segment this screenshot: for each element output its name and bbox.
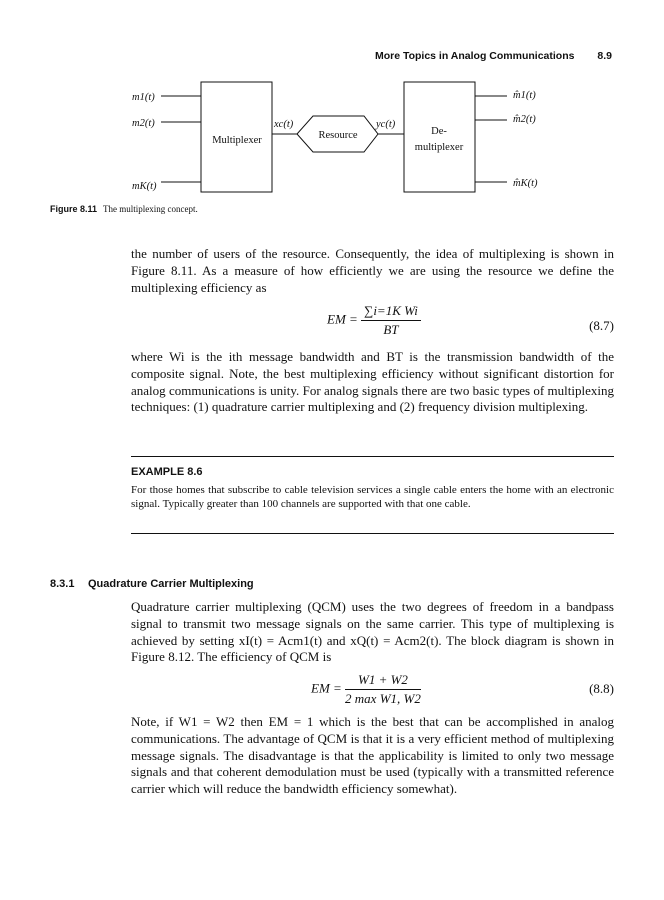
paragraph-3: Quadrature carrier multiplexing (QCM) uses the two degrees of freedom in a bandpass signal to transmit two message signals on the same carrier. This type of multiplexing is achieved by setting xI(t) = Acm1(t) and xQ(t) = Acm2(t). The block diagram is shown in Figure 8.12. The efficiency of QCM is bbox=[131, 599, 614, 665]
output-label-2: m̂2(t) bbox=[513, 114, 536, 125]
example-title: EXAMPLE 8.6 bbox=[131, 466, 203, 478]
figure-caption-text: The multiplexing concept. bbox=[103, 204, 198, 214]
multiplexing-diagram bbox=[0, 0, 664, 220]
resource-label: Resource bbox=[318, 130, 358, 141]
paragraph-2: where Wi is the ith message bandwidth and BT is the transmission bandwidth of the composite signal. Note, the best multiplexing efficiency without significant distortion for analog communications is unity. For analog signals there are two basic types of multiplexing techniques: (1) quadrature carrier multiplexing and (2) frequency division multiplexing. bbox=[131, 349, 614, 415]
example-bottom-rule bbox=[131, 533, 614, 534]
demux-label-1: De- bbox=[431, 126, 447, 137]
equation-8-8-denominator: 2 max W1, W2 bbox=[345, 691, 421, 706]
example-top-rule bbox=[131, 456, 614, 457]
paragraph-4: Note, if W1 = W2 then EM = 1 which is the best that can be accomplished in analog communications. The advantage of QCM is that it is a very efficient method of multiplexing message signals. The disadvantage is that the applicability is limited to only two message signals and that coherent demodulation must be used (typically with a transmitted reference carrier which will reduce the bandwidth efficiency somewhat). bbox=[131, 714, 614, 797]
equation-8-8-numerator: W1 + W2 bbox=[345, 672, 421, 690]
input-label-1: m1(t) bbox=[132, 92, 155, 103]
output-label-1: m̂1(t) bbox=[513, 90, 536, 101]
demultiplexer-block bbox=[404, 82, 475, 192]
output-label-k: m̂K(t) bbox=[513, 178, 538, 189]
figure-caption bbox=[50, 204, 198, 214]
multiplexer-label: Multiplexer bbox=[212, 135, 262, 146]
equation-8-7-lhs: EM = bbox=[327, 311, 358, 327]
input-label-k: mK(t) bbox=[132, 181, 157, 192]
page-number: 8.9 bbox=[597, 50, 612, 62]
equation-8-7 bbox=[327, 303, 421, 338]
demux-label-2: multiplexer bbox=[414, 142, 464, 153]
xc-label: xc(t) bbox=[274, 119, 294, 130]
equation-8-7-number: (8.7) bbox=[589, 318, 614, 333]
header-title: More Topics in Analog Communications bbox=[374, 50, 575, 62]
equation-8-7-numerator: ∑i=1K Wi bbox=[361, 303, 421, 321]
yc-label: yc(t) bbox=[376, 119, 396, 130]
equation-8-8 bbox=[311, 672, 421, 707]
section-heading bbox=[50, 578, 254, 590]
input-label-2: m2(t) bbox=[132, 118, 155, 129]
equation-8-8-lhs: EM = bbox=[311, 680, 342, 696]
section-title: Quadrature Carrier Multiplexing bbox=[88, 578, 254, 590]
example-text: For those homes that subscribe to cable television services a single cable enters the home with an electronic signal. Typically greater than 100 channels are supported with that one cable. bbox=[131, 484, 614, 510]
section-number: 8.3.1 bbox=[50, 578, 75, 590]
paragraph-1: the number of users of the resource. Consequently, the idea of multiplexing is shown in Figure 8.11. As a measure of how efficiently we are using the resource we define the multiplexing efficiency as bbox=[131, 246, 614, 295]
figure-caption-label: Figure 8.11 bbox=[50, 204, 98, 214]
equation-8-8-number: (8.8) bbox=[589, 681, 614, 696]
equation-8-7-denominator: BT bbox=[383, 322, 399, 337]
